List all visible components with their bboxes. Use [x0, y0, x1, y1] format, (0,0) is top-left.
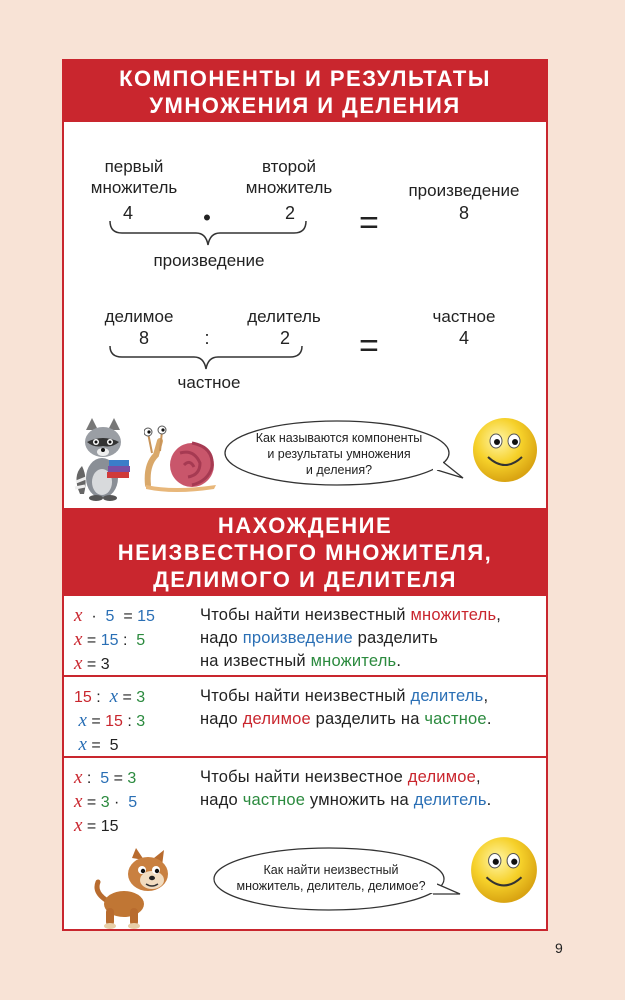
variable-x: x: [78, 710, 87, 731]
term-product: произведение: [242, 629, 353, 647]
equals-sign: =: [359, 204, 379, 242]
second-factor-label: [234, 156, 344, 198]
question-bubble-2-text: [216, 862, 446, 894]
quotient-value: 4: [458, 328, 469, 348]
variable-x: x: [74, 815, 83, 836]
value: 15: [137, 608, 155, 625]
rule1-line3: [200, 650, 501, 673]
raccoon-illustration: [72, 416, 132, 501]
op: :: [122, 632, 128, 649]
question-bubble-1-text: [224, 430, 454, 478]
value: 15: [74, 689, 92, 706]
text: разделить на: [310, 710, 425, 728]
value: 15: [100, 632, 119, 649]
value: 3: [127, 770, 137, 787]
value: 5: [136, 632, 146, 649]
first-factor-label-line1: первый: [104, 157, 164, 176]
rule1-line2: [200, 627, 501, 650]
rule1-line1: [200, 604, 501, 627]
variable-x: x: [78, 734, 87, 755]
value: 15: [100, 818, 119, 835]
op: ·: [91, 608, 97, 625]
eq: =: [86, 818, 97, 835]
second-factor-label-line1: второй: [261, 157, 317, 176]
section2-title-line3: ДЕЛИМОГО И ДЕЛИТЕЛЯ: [153, 567, 457, 592]
variable-x: x: [109, 686, 119, 707]
term-factor: множитель: [310, 652, 397, 670]
divisor-value: 2: [279, 328, 290, 348]
multiply-operator: •: [203, 205, 211, 230]
term-dividend: делимое: [242, 710, 311, 728]
op: ·: [114, 794, 120, 811]
text: Чтобы найти неизвестный: [200, 606, 411, 624]
eq: =: [86, 794, 97, 811]
eq: =: [91, 737, 101, 754]
eq: =: [91, 713, 101, 730]
section1-title-line2: УМНОЖЕНИЯ И ДЕЛЕНИЯ: [149, 93, 461, 118]
rule1-math: [74, 604, 155, 676]
variable-x: x: [74, 629, 83, 650]
term-divisor: делитель: [413, 791, 487, 809]
rule2-text: [200, 685, 492, 731]
text: ,: [476, 768, 481, 786]
term-quotient: частное: [242, 791, 306, 809]
second-factor-value: 2: [284, 203, 295, 223]
value: 5: [105, 608, 115, 625]
rule3-line2: [200, 789, 491, 812]
value: 5: [128, 794, 138, 811]
text: на известный: [200, 652, 311, 670]
term-dividend: делимое: [407, 768, 476, 786]
term-factor: множитель: [410, 606, 497, 624]
text: умножить на: [305, 791, 414, 809]
divisor-label: делитель: [247, 307, 321, 326]
quotient-brace: [108, 344, 304, 372]
second-factor-label-line2: множитель: [245, 178, 333, 197]
dividend-value: 8: [138, 328, 149, 348]
rule2-line2: [200, 708, 492, 731]
quotient-brace-label: частное: [177, 373, 241, 392]
rule3-line1: [200, 766, 491, 789]
term-quotient: частное: [424, 710, 487, 728]
variable-x: x: [74, 653, 83, 674]
section2-title-line2: НЕИЗВЕСТНОГО МНОЖИТЕЛЯ,: [117, 540, 493, 565]
text: .: [486, 791, 492, 809]
text: надо: [200, 629, 243, 647]
variable-x: x: [74, 605, 83, 626]
eq: =: [86, 656, 97, 673]
rule2-line1: [200, 685, 492, 708]
rule1-text: [200, 604, 501, 673]
text: разделить: [352, 629, 439, 647]
op: :: [96, 689, 101, 706]
value: 15: [105, 713, 123, 730]
first-factor-label: [84, 156, 184, 198]
text: Чтобы найти неизвестный: [200, 687, 411, 705]
text: .: [396, 652, 402, 670]
divide-operator: :: [204, 328, 210, 348]
term-divisor: делитель: [410, 687, 484, 705]
text: надо: [200, 791, 243, 809]
value: 3: [100, 656, 110, 673]
eq: =: [113, 770, 123, 787]
eq: =: [86, 632, 97, 649]
snail-illustration: [144, 425, 219, 493]
question-bubble-1-line3: и деления?: [305, 463, 373, 477]
first-factor-label-line2: множитель: [90, 178, 178, 197]
equals-sign-division: =: [359, 327, 379, 365]
rule3-math-line3: [74, 814, 137, 838]
text: ,: [496, 606, 502, 624]
smiley-face-icon: [470, 415, 540, 485]
dividend-label: делимое: [104, 307, 174, 326]
eq: =: [122, 689, 132, 706]
rule2-math-line2: [74, 709, 145, 733]
value: 5: [109, 737, 119, 754]
rule1-math-line3: [74, 652, 155, 676]
variable-x: x: [74, 791, 83, 812]
value: 5: [100, 770, 110, 787]
question-bubble-2-line1: Как найти неизвестный: [263, 863, 399, 877]
product-label: произведение: [408, 181, 520, 200]
rule3-math: [74, 766, 137, 838]
product-brace: [108, 219, 308, 249]
text: ,: [483, 687, 489, 705]
quotient-label: частное: [432, 307, 496, 326]
page-number: 9: [555, 940, 563, 956]
rule-row-factor: [64, 596, 546, 675]
rule1-math-line2: [74, 628, 155, 652]
eq: =: [123, 608, 133, 625]
rule2-math: [74, 685, 145, 757]
section1-title: [64, 61, 546, 122]
op: :: [86, 770, 92, 787]
product-value: 8: [458, 203, 469, 223]
op: :: [127, 713, 132, 730]
first-factor-value: 4: [122, 203, 133, 223]
variable-x: x: [74, 767, 83, 788]
puppy-illustration: [92, 848, 176, 930]
rule3-math-line2: [74, 790, 137, 814]
rule3-text: [200, 766, 491, 812]
rule-row-dividend: [64, 756, 546, 933]
product-brace-label: произведение: [153, 251, 265, 270]
question-bubble-2-line2: множитель, делитель, делимое?: [236, 879, 426, 893]
rule3-math-line1: [74, 766, 137, 790]
value: 3: [136, 713, 146, 730]
question-bubble-1-line1: Как называются компоненты: [255, 431, 423, 445]
text: надо: [200, 710, 243, 728]
section1-title-line1: КОМПОНЕНТЫ И РЕЗУЛЬТАТЫ: [119, 66, 491, 91]
text: .: [486, 710, 492, 728]
rule2-math-line3: [74, 733, 145, 757]
section2-title: [64, 508, 546, 596]
section2-title-line1: НАХОЖДЕНИЕ: [217, 513, 393, 538]
smiley-face-icon: [468, 834, 540, 906]
value: 3: [136, 689, 146, 706]
value: 3: [100, 794, 110, 811]
question-bubble-1-line2: и результаты умножения: [267, 447, 411, 461]
rule1-math-line1: [74, 604, 155, 628]
rule2-math-line1: [74, 685, 145, 709]
rule-row-divisor: [64, 675, 546, 756]
text: Чтобы найти неизвестное: [200, 768, 408, 786]
info-card: [62, 59, 548, 931]
